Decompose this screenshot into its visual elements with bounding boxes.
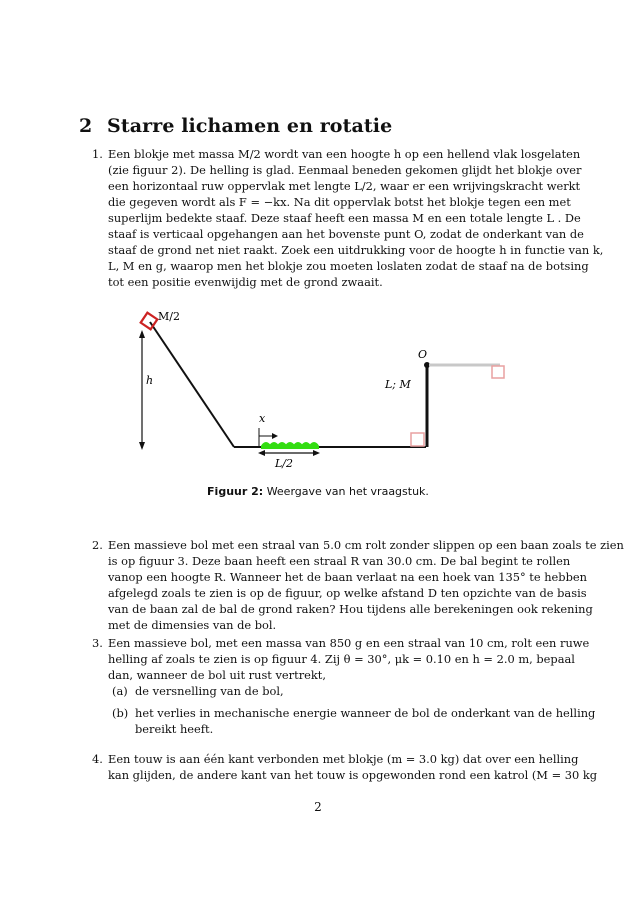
height-label: h bbox=[146, 374, 154, 387]
problem-line: tot een positie evenwijdig met de grond zwaait. bbox=[108, 275, 383, 289]
problem-number: 2. bbox=[92, 538, 103, 552]
problem-line: met de dimensies van de bol. bbox=[108, 618, 277, 632]
length-label: L/2 bbox=[275, 457, 294, 470]
problem-line: Een blokje met massa M/2 wordt van een hoogte h op een hellend vlak losgelaten bbox=[108, 147, 581, 161]
problem-line: (zie figuur 2). De helling is glad. Eenmaal beneden gekomen glijdt het blokje over bbox=[108, 163, 582, 177]
block-ghost bbox=[492, 366, 504, 378]
arrow-head-up bbox=[139, 330, 145, 338]
length-arrow-right bbox=[313, 450, 320, 456]
problem-line: vanop een hoogte R. Wanneer het de baan verlaat na een hoek van 135° te hebben bbox=[108, 570, 587, 584]
problem-line: dan, wanneer de bol uit rust vertrekt, bbox=[108, 668, 326, 682]
problem-line: staaf is verticaal opgehangen aan het bovenste punt O, zodat de onderkant van de bbox=[108, 227, 584, 241]
problem-line: die gegeven wordt als F = −kx. Na dit oppervlak botst het blokje tegen een met bbox=[108, 195, 571, 209]
problem-number: 1. bbox=[92, 147, 103, 161]
problem-line: helling af zoals te zien is op figuur 4. Zij θ = 30°, μk = 0.10 en h = 2.0 m, bepaal bbox=[108, 652, 575, 666]
problem-line: superlijm bedekte staaf. Deze staaf heeft een massa M en een totale lengte L . De bbox=[108, 211, 581, 225]
subitem-line: bereikt heeft. bbox=[135, 722, 214, 736]
subitem-line: het verlies in mechanische energie wanneer de bol de onderkant van de helling bbox=[135, 706, 596, 720]
problem-line: een horizontaal ruw oppervlak met lengte L/2, waar er een wrijvingskracht werkt bbox=[108, 179, 581, 193]
problem-line: kan glijden, de andere kant van het touw is opgewonden rond een katrol (M = 30 kg bbox=[108, 768, 598, 782]
subitem-label: (b) bbox=[112, 706, 129, 720]
caption-label: Figuur 2: bbox=[207, 485, 264, 498]
arrow-head-down bbox=[139, 442, 145, 450]
length-arrow-left bbox=[258, 450, 265, 456]
problem-line: Een touw is aan één kant verbonden met blokje (m = 3.0 kg) dat over een helling bbox=[108, 752, 579, 766]
problem-line: van de baan zal de bal de grond raken? Hou tijdens alle berekeningen ook rekening bbox=[108, 602, 593, 616]
problem-line: Een massieve bol met een straal van 5.0 cm rolt zonder slippen op een baan zoals te zien bbox=[108, 538, 624, 552]
subitem-line: de versnelling van de bol, bbox=[135, 684, 284, 698]
rod-label: L; M bbox=[385, 378, 411, 391]
problem-line: afgelegd zoals te zien is op de figuur, op welke afstand D ten opzichte van de basis bbox=[108, 586, 587, 600]
block-m2 bbox=[141, 313, 158, 330]
problem-number: 3. bbox=[92, 636, 103, 650]
problem-line: Een massieve bol, met een massa van 850 g en een straal van 10 cm, rolt een ruwe bbox=[108, 636, 590, 650]
caption-text: Weergave van het vraagstuk. bbox=[266, 485, 429, 498]
incline-line bbox=[150, 322, 234, 447]
rough-surface bbox=[262, 443, 318, 448]
problem-number: 4. bbox=[92, 752, 103, 766]
mass-label: M/2 bbox=[158, 310, 180, 323]
section-title: Starre lichamen en rotatie bbox=[107, 115, 393, 137]
section-number: 2 bbox=[79, 115, 93, 137]
problem-line: staaf de grond net niet raakt. Zoek een uitdrukking voor de hoogte h in functie van k, bbox=[108, 243, 604, 257]
figure-caption bbox=[0, 485, 636, 498]
x-label: x bbox=[259, 412, 266, 425]
problem-line: is op figuur 3. Deze baan heeft een straal R van 30.0 cm. De bal begint te rollen bbox=[108, 554, 571, 568]
page-number: 2 bbox=[314, 800, 322, 814]
block-at-rod bbox=[411, 433, 424, 446]
pivot-label: O bbox=[418, 348, 428, 361]
problem-line: L, M en g, waarop men het blokje zou moeten loslaten zodat de staaf na de botsing bbox=[108, 259, 589, 273]
section-heading bbox=[79, 115, 392, 137]
subitem-label: (a) bbox=[112, 684, 128, 698]
x-arrow-head bbox=[272, 433, 278, 439]
figure-diagram bbox=[0, 310, 636, 470]
